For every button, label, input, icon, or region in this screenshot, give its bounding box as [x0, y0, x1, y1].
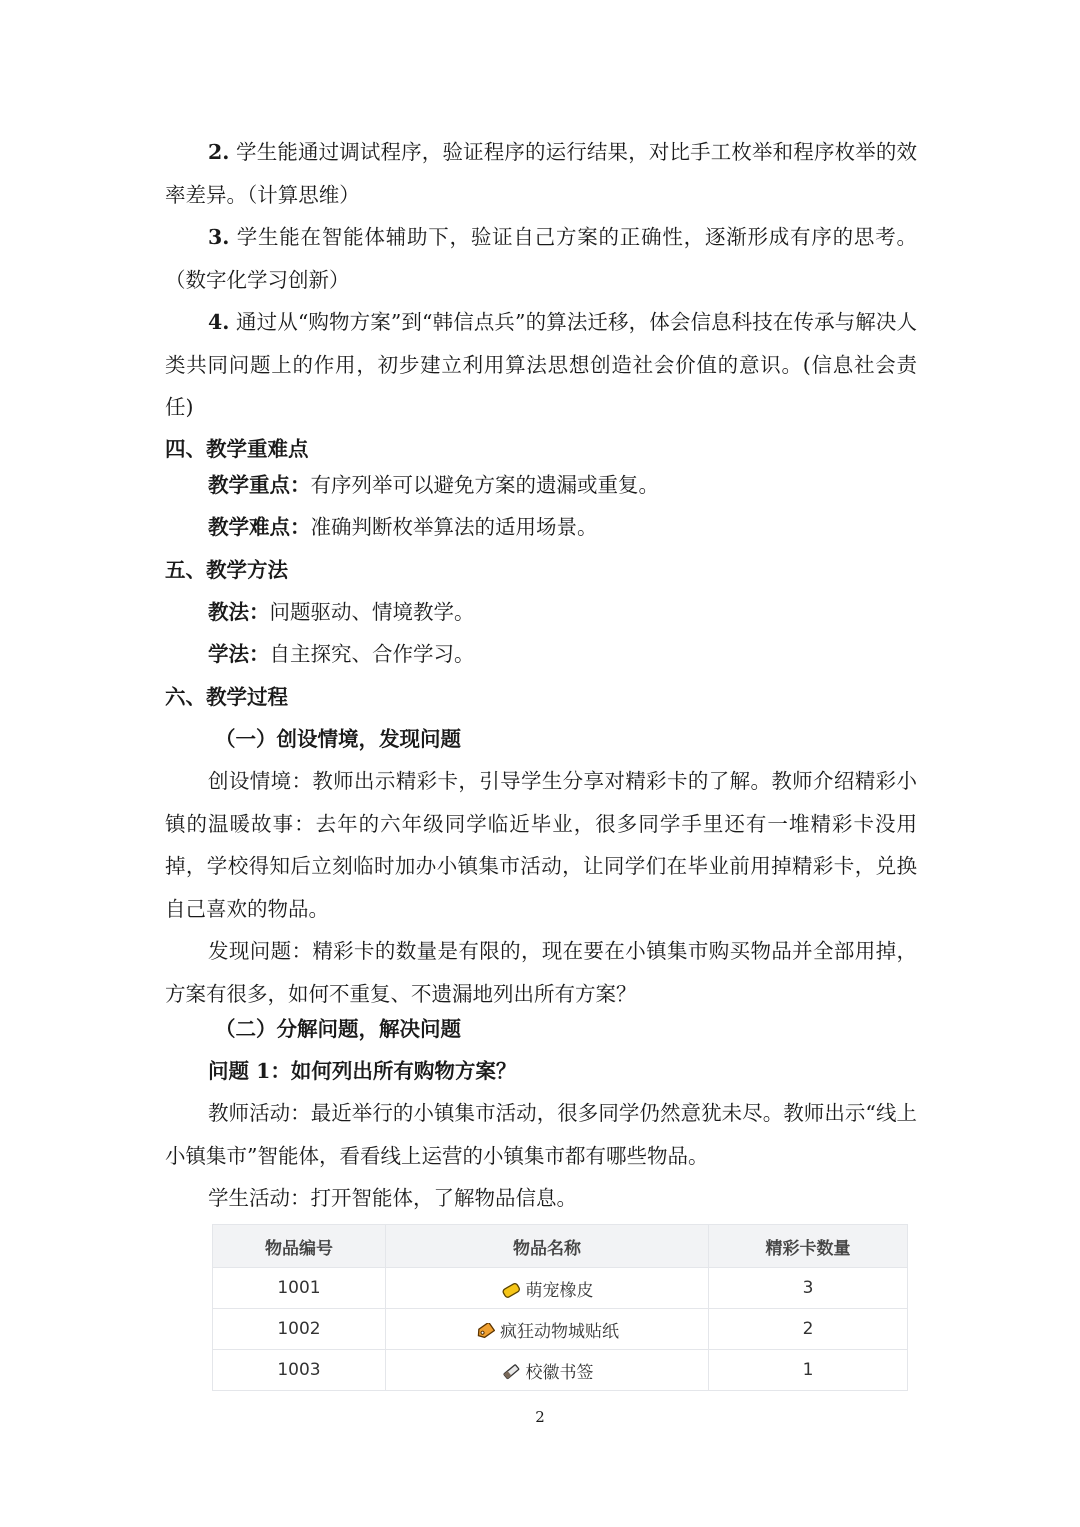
section-5-heading: 五、教学方法	[165, 558, 288, 582]
situation-paragraph: 创设情境：教师出示精彩卡，引导学生分享对精彩卡的了解。教师介绍精彩小镇的温暖故事：去年的六年级同学临近毕业，很多同学手里还有一堆精彩卡没用掉，学校得知后立刻临时加办小镇集市活动，让同学们在毕业前用掉精彩卡，兑换自己喜欢的物品。	[165, 769, 917, 921]
item-id: 1002	[213, 1309, 386, 1350]
item-count: 2	[709, 1309, 908, 1350]
eraser-icon	[501, 1282, 521, 1298]
student-activity: 学生活动：打开智能体，了解物品信息。	[208, 1186, 577, 1210]
sticker-icon	[475, 1323, 495, 1339]
item-id: 1001	[213, 1268, 386, 1309]
learning-method	[165, 633, 960, 676]
header-item-id: 物品编号	[213, 1225, 386, 1268]
item-name: 校徽书签	[525, 1362, 594, 1383]
item-count: 1	[709, 1350, 908, 1391]
difficult-point-text: 准确判断枚举算法的适用场景。	[310, 515, 598, 539]
teaching-method	[165, 591, 960, 634]
teaching-method-label: 教法：	[208, 600, 270, 624]
item-name-cell	[386, 1350, 709, 1391]
page-number: 2	[535, 1408, 545, 1426]
bookmark-icon	[501, 1364, 521, 1380]
item-name-cell	[386, 1268, 709, 1309]
objective-3-text: 学生能在智能体辅助下，验证自己方案的正确性，逐渐形成有序的思考。（数字化学习创新）	[165, 225, 917, 292]
objective-3-number: 3.	[208, 225, 230, 249]
teacher-activity: 教师活动：最近举行的小镇集市活动，很多同学仍然意犹未尽。教师出示“线上小镇集市”智能体，看看线上运营的小镇集市都有哪些物品。	[165, 1101, 917, 1168]
objective-4-number: 4.	[208, 310, 230, 334]
question-1: 问题 1：如何列出所有购物方案？	[208, 1059, 517, 1083]
table-row	[213, 1268, 908, 1309]
objective-2-number: 2.	[208, 140, 230, 164]
key-point-label: 教学重点：	[208, 473, 311, 497]
key-point-text: 有序列举可以避免方案的遗漏或重复。	[310, 473, 659, 497]
subsection-2-heading: （二）分解问题，解决问题	[215, 1017, 461, 1041]
key-point	[165, 464, 960, 507]
table-row	[213, 1350, 908, 1391]
item-name: 疯狂动物城贴纸	[500, 1321, 619, 1342]
item-name-cell	[386, 1309, 709, 1350]
section-6-heading: 六、教学过程	[165, 685, 288, 709]
header-card-count: 精彩卡数量	[709, 1225, 908, 1268]
objective-4	[165, 301, 917, 429]
objective-4-text: 通过从“购物方案”到“韩信点兵”的算法迁移，体会信息科技在传承与解决人类共同问题上的作用，初步建立利用算法思想创造社会价值的意识。(信息社会责任)	[165, 310, 917, 419]
difficult-point-label: 教学难点：	[208, 515, 311, 539]
objective-2-text: 学生能通过调试程序，验证程序的运行结果，对比手工枚举和程序枚举的效率差异。（计算思维）	[165, 140, 917, 207]
item-name: 萌宠橡皮	[525, 1280, 594, 1301]
item-count: 3	[709, 1268, 908, 1309]
learning-method-text: 自主探究、合作学习。	[269, 642, 475, 666]
objective-2	[165, 131, 917, 216]
section-4-heading: 四、教学重难点	[165, 437, 309, 461]
learning-method-label: 学法：	[208, 642, 270, 666]
item-id: 1003	[213, 1350, 386, 1391]
problem-paragraph: 发现问题：精彩卡的数量是有限的，现在要在小镇集市购买物品并全部用掉，方案有很多，如何不重复、不遗漏地列出所有方案？	[165, 939, 917, 1006]
teaching-method-text: 问题驱动、情境教学。	[269, 600, 475, 624]
table-header-row	[213, 1225, 908, 1268]
table-row	[213, 1309, 908, 1350]
objective-3	[165, 216, 917, 301]
subsection-1-heading: （一）创设情境，发现问题	[215, 727, 461, 751]
difficult-point	[165, 506, 960, 549]
header-item-name: 物品名称	[386, 1225, 709, 1268]
items-table	[212, 1224, 908, 1391]
